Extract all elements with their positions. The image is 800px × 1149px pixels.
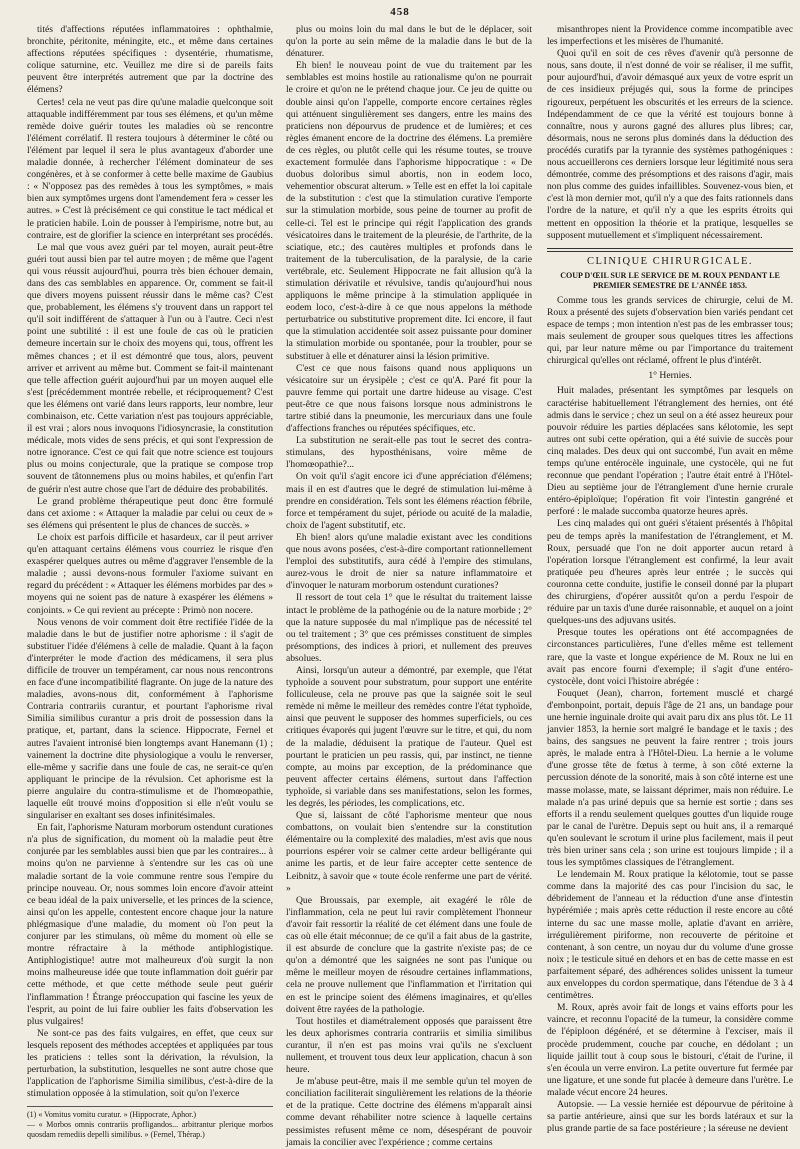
paragraph: Huit malades, présentant les symptômes par lesquels on caractérise habituellement l'étranglement des hernies, ont été admis dans le service ; chez un seul on a été assez heureux pour pouvoir réduire les parties déplacées sans kélotomie, les sept autres ont subi cette opération, qui a été suivie de succès pour cinq malades. Des deux qui ont succombé, l'un avait en même temps qu'une entérocèle inguinale, une cystocèle, qui ne fut reconnue que pendant l'opération ; l'autre était entré à l'Hôtel-Dieu au septième jour de l'étranglement d'une hernie crurale entéro-épiploïque; l'opération fit voir l'intestin gangréné et perforé : le malade succomba quatorze heures après. [547, 385, 793, 518]
paragraph: Ainsi, lorsqu'un auteur a démontré, par exemple, que l'état typhoïde a souvent pour substratum, pour support une entérite folliculeuse, cela ne prouve pas que la saignée soit le seul remède ni même le meilleur des remèdes contre l'état typhoïde, ainsi que peuvent le supposer des hommes superficiels, ou ces critiques évaporés qui jugent l'œuvre sur le titre, et qui, du nom de la maladie, déduisent la pratique de l'auteur. Quel est pourtant le praticien un peu rassis, qui, par instinct, ne tienne compte, au moins par exception, de la prédominance que peuvent affecter certains élémens, surtout dans l'affection typhoïde, si variable dans ses manifestations, selon les formes, les degrés, les périodes, les complications, etc. [286, 664, 532, 809]
page-number: 458 [390, 6, 410, 18]
column-right [547, 24, 793, 1135]
paragraph: C'est ce que nous faisons quand nous appliquons un vésicatoire sur un érysipèle ; c'est ce qu'A. Paré fit pour la pauvre femme qui portait une dartre hideuse au visage. C'est peut-être ce que nous faisons lorsque nous administrons le tartre stibié dans la pneumonie, les mercuriaux dans une foule d'affections franches ou réputées spécifiques, etc. [286, 362, 532, 435]
paragraph: M. Roux, après avoir fait de longs et vains efforts pour les vaincre, et reconnu l'opacité de la tumeur, la considère comme de l'épiploon dégénéré, et se détermine à l'exciser, mais il procède prudemment, couche par couche, en dédolant ; un liquide jaillit tout à coup sous le bistouri, c'était de l'urine, il s'en écoula un verre environ. La petite ouverture fut fermée par une ligature, et une sonde fut placée à demeure dans l'urètre. Le malade vécut encore 24 heures. [547, 1002, 793, 1098]
column-left [27, 24, 273, 1140]
paragraph: Le lendemain M. Roux pratique la kélotomie, tout se passe comme dans la majorité des cas pour l'incision du sac, le débridement de l'anneau et la réduction d'une anse d'intestin hypérémiée ; mais après cette réduction il reste encore au côté interne du sac une masse molle, aplatie d'avant en arrière, irrégulièrement piriforme, non recouverte de péritoine et contenant, à son centre, un noyau dur du volume d'une grosse noix ; le testicule situé en dehors et en bas de cette masse en est parfaitement séparé, des adhérences solides unissent la tumeur aux enveloppes du cordon spermatique, dans l'étendue de 3 à 4 centimètres. [547, 869, 793, 1002]
paragraph: misanthropes nient la Providence comme incompatible avec les imperfections et les misères de l'humanité. [547, 24, 793, 48]
paragraph: Ne sont-ce pas des faits vulgaires, en effet, que ceux sur lesquels reposent des méthodes acceptées et appliquées par tous les praticiens : telles sont la dérivation, la révulsion, la perturbation, la substitution, lesquelles ne sont autre chose que l'application de l'aphorisme Similia similibus, c'est-à-dire de la stimulation opposée à la stimulation, soit qu'on l'exerce [27, 1027, 273, 1100]
paragraph: En fait, l'aphorisme Naturam morborum ostendunt curationes n'a plus de signification, du moment où la maladie peut être conjurée par les semblables aussi bien que par les contraires... à moins qu'on ne parvienne à s'entendre sur les cas où une maladie sortant de la voie commune rentre sous l'empire du principe nouveau. Or, nous sommes loin encore d'avoir atteint ce beau idéal de la paix universelle, et les princes de la science, ainsi qu'on les appelle, contestent encore chaque jour la nature phlégmasique d'une maladie, du moment où l'on peut la conjurer par les stimulans, où même du moment où elle se montre réfractaire à la méthode antiphlogistique. Antiphlogistique! autre mot malheureux d'où surgit la non moins malheureuse idée que toute inflammation doit guérir par cette méthode, et que cette méthode seule peut guérir l'inflammation ! Étrange préoccupation qui fascine les yeux de l'esprit, au point de lui faire oublier les faits d'observation les plus vulgaires! [27, 822, 273, 1027]
footnote: — « Morbos omnis contrariis profligandos... arbitrantur plerique morbos quosdam remediis depelli similibus. » (Fernel, Thérap.) [27, 1120, 273, 1140]
section-title: CLINIQUE CHIRURGICALE. [587, 255, 753, 267]
paragraph: Quoi qu'il en soit de ces rêves d'avenir qu'à personne de nous, sans doute, il n'est donné de voir se réaliser, il me suffit, pour aujourd'hui, d'avoir démasqué aux yeux de votre esprit un de ces insidieux préjugés qui, sous la forme de principes rigoureux, perpétuent les obscurités et les erreurs de la science. Indépendamment de ce que la vérité est toujours bonne à connaître, nous y aurons gagné des allures plus libres; car, désormais, nous ne serons plus dominés dans la déduction des procédés curatifs par la tyrannie des systèmes pathogéniques : nous accueillerons ces derniers lorsque leur légitimité nous sera démontrée, comme des présomptions et des raisons d'agir, mais non plus comme des guides infaillibles. Souvenez-vous bien, et c'est là mon dernier mot, qu'il n'y a que des faits rationnels dans l'ordre de la nature, et qu'il n'y a que les esprits étroits qui mettent en opposition la théorie et la pratique, lesquelles se supposent mutuellement et s'impliquent nécessairement. [547, 48, 793, 241]
footnotes [27, 1106, 273, 1140]
paragraph: Les cinq malades qui ont guéri s'étaient présentés à l'hôpital peu de temps après la manifestation de l'étranglement, et M. Roux, persuadé que l'on ne doit apporter aucun retard à l'opération lorsque l'étranglement est confirmé, la leur avait pratiquée peu d'heures après leur entrée ; le succès qui couronna cette conduite, justifie le conseil donné par la plupart des chirurgiens, d'opérer aussitôt qu'on a perdu l'espoir de réduire par un taxis d'une durée raisonnable, et auquel on a joint quelques-uns des adjuvans usités. [547, 518, 793, 627]
paragraph: Tout hostiles et diamétralement opposés que paraissent être les deux aphorismes contraria contrariis et similia similibus curantur, il n'en est pas moins vrai qu'ils ne s'excluent nullement, et trouvent tous deux leur application, chacun à son heure. [286, 1015, 532, 1076]
section-divider [547, 248, 793, 252]
paragraph: Fouquet (Jean), charron, fortement musclé et chargé d'embonpoint, portait, depuis l'âge de 21 ans, un bandage pour une hernie inguinale droite qui avait paru dix ans plus tôt. Le 11 janvier 1853, la hernie sort malgré le bandage et le taxis ; des bains, des sangsues ne peuvent la faire rentrer ; trois jours après, le malade entra à l'Hôtel-Dieu. La hernie a le volume d'une grosse tête de fœtus à terme, à son côté externe la percussion dénote de la sonorité, mais à son côté interne est une masse molasse, mate, se laissant déprimer, mais non réduire. Le malade n'a pas uriné depuis que sa hernie est sortie ; dans ses efforts il a rendu seulement quelques gouttes d'un liquide rouge par le canal de l'urètre. Depuis sept ou huit ans, il a remarqué qu'en soulevant le scrotum il urine plus facilement, mais il peut très bien uriner sans cela ; son urine est toujours limpide ; il a tous les symptômes classiques de l'étranglement. [547, 687, 793, 869]
section-subtitle: COUP D'ŒIL SUR LE SERVICE DE M. ROUX PENDANT LE PREMIER SEMESTRE DE L'ANNÉE 1853. [560, 270, 780, 290]
paragraph: Que Broussais, par exemple, ait exagéré le rôle de l'inflammation, cela ne peut lui ravir complètement l'honneur d'avoir fait ressortir la réalité de cet élément dans une foule de cas où elle était méconnue; de ce qu'il a fait abus de la gastrite, il est absurde de conclure que la gastrite n'existe pas; de ce qu'on a démontré que les saignées ne sont pas l'unique ou même le meilleur moyen de résoudre certaines inflammations, cela ne prouve nullement que l'inflammation et l'irritation qui en est le principe soient des élémens imaginaires, et qu'elles doivent être rayées de la pathologie. [286, 894, 532, 1015]
paragraph: Eh bien! alors qu'une maladie existant avec les conditions que nous avons posées, c'est-à-dire comportant rationnellement l'emploi des substitutifs, aura cédé à l'empire des stimulans, aurez-vous le droit de nier sa nature inflammatoire et d'invoquer le naturam morborum ostendunt curationes? [286, 531, 532, 592]
paragraph: Le mal que vous avez guéri par tel moyen, aurait peut-être guéri tout aussi bien par tel autre moyen ; de même que l'agent qui vous réussit aujourd'hui, pourra très bien échouer demain, dans des cas semblables en apparence. Or, comment se fait-il que divers moyens puissent réussir dans le même cas? C'est que, probablement, les élémens s'y trouvent dans un rapport tel qu'il soit indifférent de s'attaquer à l'un ou à l'autre. Ceci n'est point une subtilité : il est une foule de cas où le praticien demeure incertain sur le choix des moyens qui, tous, offrent les mêmes chances ; et il est démontré que tous, alors, peuvent arriver et arrivent au même but. Comment se fait-il maintenant que telle affection guérit aujourd'hui par un moyen auquel elle s'est [précédemment montrée rebelle, et réciproquement? C'est que les élémens ont varié dans leurs rapports, leur nombre, leur combinaison, etc. Cette variation n'est pas toujours appréciable, il est vrai ; alors nous invoquons l'idiosyncrasie, la constitution médicale, mots vides de sens précis, et qui sont l'expression de notre ignorance. C'est ce qui fait que notre science est toujours plus ou moins conjecturale, que la pratique se compose trop souvent de tâtonnemens plus ou moins habiles, et qu'enfin l'art de guérir n'est autre chose que l'art de déduire des probabilités. [27, 241, 273, 495]
paragraph: Autopsie. — La vessie herniée est dépourvue de péritoine à sa partie antérieure, ainsi que sur les bords latéraux et sur la plus grande partie de sa face postérieure ; la séreuse ne devient [547, 1098, 793, 1135]
paragraph: Certes! cela ne veut pas dire qu'une maladie quelconque soit attaquable indifféremment par tous ses élémens, et qu'un même remède doive guérir toutes les maladies où se rencontre l'élément corrélatif. Il restera toujours à déterminer le côté ou l'élément par lequel il sera le plus avantageux d'aborder une maladie donnée, à rechercher l'élément dominateur de ses congénères, et à se conformer à cette belle maxime de Gaubius : « N'opposez pas des remèdes à tous les symptômes, » mais bien aux symptômes urgens dont l'amendement fera » cesser les autres. » C'est là précisément ce qui constitue le tact médical et le praticien habile. Loin de pousser à l'empirisme, notre but, au contraire, est de glorifier la science en interprétant ses procédés. [27, 96, 273, 241]
paragraph: Nous venons de voir comment doit être rectifiée l'idée de la maladie dans le but de justifier notre aphorisme : il s'agit de substituer l'idée d'élémens à celle de maladie. Quant à la façon d'interpréter le mode d'action des médicamens, il sera plus difficile de trouver un tempérament, car nous nous rencontrons en face d'une incompatibilité flagrante. On juge de la nature des maladies, avons-nous dit, conformément à l'aphorisme Contraria contrariis curantur, et pourtant l'aphorisme rival Similia similibus curantur a pris droit de possession dans la pratique, et, partant, dans la science. Hippocrate, Fernel et autres l'avaient intronisé bien longtemps avant Hanemann (1) ; vainement la doctrine dite physiologique a voulu le renverser, elle-même y sacrifie dans une foule de cas, ne serait-ce qu'en appliquant le principe de la révulsion. Cet aphorisme est la pierre angulaire du contra-stimulisme et de l'homœopathie, laquelle eût trouvé moins d'opposition si elle n'eût voulu se singulariser en exaltant ses doses infinitésimales. [27, 616, 273, 822]
paragraph: plus ou moins loin du mal dans le but de le déplacer, soit qu'on la porte au sein même de la maladie dans le but de la dénaturer. [286, 24, 532, 60]
paragraph: Le choix est parfois difficile et hasardeux, car il peut arriver qu'en attaquant certains élémens vous courriez le risque d'en exaspérer quelques autres ou même d'aggraver l'ensemble de la maladie ; aussi devons-nous formuler l'axiome suivant en regard du précédent : « Attaquer les élémens morbides par des » moyens qui ne soient pas de nature à exaspérer les élémens » conjoints. » Ce qui revient au précepte : Primò non nocere. [27, 531, 273, 616]
paragraph: Eh bien! le nouveau point de vue du traitement par les semblables est moins hostile au rationalisme qu'on ne pourrait le croire et qu'on ne le prétend chaque jour. Ce jeu de quitte ou double ainsi qu'on l'appelle, comporte encore certaines règles qui atténuent singulièrement ses dangers, entre les mains des praticiens non dépourvus de prudence et de lumières; et ces règles émanent encore de la doctrine des élémens. La première de ces règles, ou plutôt celle qui les résume toutes, se trouve exactement formulée dans l'aphorisme hippocratique : « De duobus doloribus simul abortis, non in eodem loco, vehementior obscurat alterum. » Telle est en effet la loi capitale de la substitution : c'est que la stimulation curative l'emporte sur la stimulation morbide, sous peine de tourner au profit de celle-ci. Tel est le principe qui régit l'application des grands vésicatoires dans le traitement de la pleurésie, de l'arthrite, de la sciatique, etc.; des cautères multiples et profonds dans le traitement de la tuberculisation, de la paralysie, de la carie vertébrale, etc. Seulement Hippocrate ne fait allusion qu'à la stimulation dérivatile et révulsive, tandis qu'aujourd'hui nous appliquons le même principe à la stimulation appliquée in eodem loco, c'est-à-dire à ce que nous appelons la méthode perturbatrice ou substitutive proprement dite. Ici encore, il faut que la stimulation accidentée soit assez puissante pour dominer la stimulation morbide ou spontanée, pour la troubler, pour se substituer à elle et dénaturer ainsi la lésion primitive. [286, 60, 532, 362]
paragraph: La substitution ne serait-elle pas tout le secret des contra-stimulans, des hyposthénisans, voire même de l'homœopathie?... [286, 435, 532, 471]
paragraph: tités d'affections réputées inflammatoires : ophthalmie, bronchite, péritonite, méningite, etc., et même dans certaines affections réputées spécifiques : dysentérie, rhumatisme, colique saturnine, etc. Veuillez me dire si de pareils faits peuvent être interprétés autrement que par la doctrine des élémens? [27, 24, 273, 96]
subsection-heading: 1° Hernies. [648, 370, 692, 382]
column-middle [286, 24, 532, 1148]
footnote: (1) « Vomitus vomitu curatur. » (Hippocrate, Aphor.) [27, 1110, 197, 1120]
paragraph: Comme tous les grands services de chirurgie, celui de M. Roux a présenté des sujets d'observation bien variés pendant cet espace de temps ; mon intention n'est pas de les embrasser tous; mais seulement de grouper sous quelques titres les affections qui, par leur nature même ou par l'importance du traitement chirurgical qu'elles ont réclamé, offrent le plus d'intérêt. [547, 294, 793, 367]
paragraph: Je m'abuse peut-être, mais il me semble qu'un tel moyen de conciliation faciliterait singulièrement les relations de la théorie et de la pratique. Cette doctrine des élémens m'apparaît ainsi comme devant réhabiliter notre science à laquelle certains pessimistes refusent même ce nom, désespérant de pouvoir jamais la concilier avec l'expérience ; comme certains [286, 1076, 532, 1148]
paragraph: Que si, laissant de côté l'aphorisme menteur que nous combattons, on voulait bien s'entendre sur la constitution élémentaire ou la complexité des maladies, m'est avis que nous pourrions espérer voir se calmer cette ardeur belligérante qui anime les partis, et de leur faire accepter cette sentence de Leibnitz, à savoir que « toute école renferme une part de vérité. » [286, 810, 532, 894]
paragraph: On voit qu'il s'agit encore ici d'une appréciation d'élémens; mais il en est d'autres que le degré de stimulation lui-même à prendre en considération. Tels sont les élémens réaction fébrile, force et tempérament du sujet, période ou acuité de la maladie, choix de l'agent substitutif, etc. [286, 471, 532, 531]
paragraph: Presque toutes les opérations ont été accompagnées de circonstances particulières, l'une d'elles même est tellement rare, que la vaste et longue expérience de M. Roux ne lui en avait pas encore fourni d'exemple; il s'agit d'une entéro-cystocèle, dont voici l'histoire abrégée : [547, 627, 793, 687]
paragraph: Il ressort de tout cela 1° que le résultat du traitement laisse intact le problème de la pathogénie ou de la nature morbide ; 2° que la nature supposée du mal n'implique pas de nécessité tel ou tel traitement ; 3° que ces prémisses constituent de simples présomptions, des indices à priori, et nullement des preuves absolues. [286, 592, 532, 664]
paragraph: Le grand problème thérapeutique peut donc être formulé dans cet axiome : « Attaquer la maladie par celui ou ceux de » ses élémens qui présentent le plus de chances de succès. » [27, 495, 273, 531]
